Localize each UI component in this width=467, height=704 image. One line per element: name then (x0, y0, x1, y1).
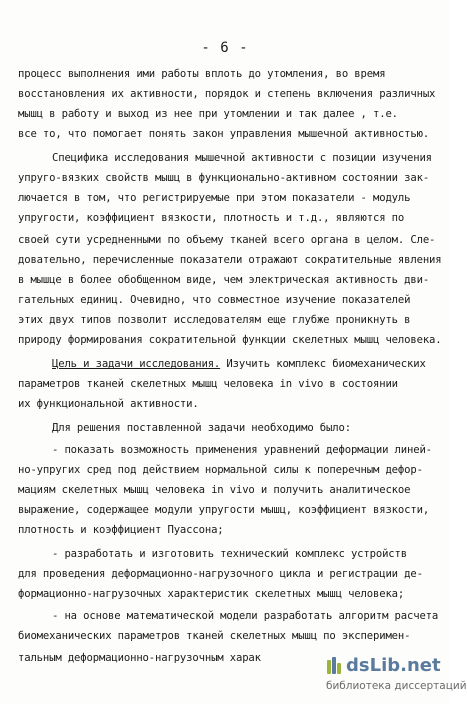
text-line: - показать возможность применения уравнений деформации линей- (52, 444, 432, 456)
text-line: гательных единиц. Очевидно, что совместное изучение показателей (18, 294, 411, 306)
text-line: довательно, перечисленные показатели отражают сократительные явления (18, 254, 442, 266)
page-number: - 6 - (201, 40, 249, 56)
text-line: Для решения поставленной задачи необходимо было: (52, 422, 351, 434)
text-line: лючается в том, что регистрируемые при этом показатели - модуль (18, 192, 411, 204)
text-line: мышц в работу и выход из нее при утомлении и так далее , т.е. (18, 108, 398, 120)
text-line: тальным деформационно-нагрузочным харак (18, 652, 261, 664)
text-line: упругости, коэффициент вязкости, плотность и т.д., являются по (18, 212, 405, 224)
text-line: этих двух типов позволит исследователям еще глубже проникнуть в (18, 314, 411, 326)
text-line: но-упругих сред под действием нормальной силы к поперечным дефор- (18, 464, 423, 476)
text-line: восстановления их активности, порядок и степень включения различных (18, 88, 436, 100)
text-line: Специфика исследования мышечной активности с позиции изучения (52, 152, 432, 164)
text-line: биомеханических параметров тканей скелетных мышц по эксперимен- (18, 630, 411, 642)
text-line: формационно-нагрузочных характеристик скелетных мышц человека; (18, 588, 405, 600)
text-line: параметров тканей скелетных мышц человека in vivo в состоянии (18, 378, 398, 390)
watermark-title: dsLib.net (346, 655, 441, 676)
text-line: все то, что помогает понять закон управления мышечной активностью. (18, 128, 430, 140)
text-line: процесс выполнения ими работы вплоть до утомления, во время (18, 68, 386, 80)
goal-heading: Цель и задачи исследования. (52, 358, 221, 370)
watermark-subtitle: библиотека диссертаций (326, 680, 467, 692)
goal-text: Изучить комплекс биомеханических (226, 358, 426, 370)
text-line: в мышце в более обобщенном виде, чем электрическая активность дви- (18, 274, 430, 286)
text-line: - на основе математической модели разработать алгоритм расчета (52, 610, 439, 622)
dslib-logo-icon (326, 656, 342, 676)
goal-line (52, 358, 426, 370)
text-line: плотность и коэффициент Пуассона; (18, 524, 224, 536)
text-line: - разработать и изготовить технический комплекс устройств (52, 548, 407, 560)
text-line: мациям скелетных мышц человека in vivo и получить аналитическое (18, 484, 411, 496)
text-line: упруго-вязких свойств мышц в функционально-активном состоянии зак- (18, 172, 430, 184)
text-line: природу формирования сократительной функции скелетных мышц человека. (18, 334, 442, 346)
watermark (326, 655, 467, 696)
text-line: их функциональной активности. (18, 398, 199, 410)
text-line: выражение, содержащее модули упругости мышц, коэффициент вязкости, (18, 504, 430, 516)
text-line: своей сути усредненными по объему тканей всего органа в целом. Сле- (18, 234, 436, 246)
text-line: для проведения деформационно-нагрузочного цикла и регистрации де- (18, 568, 423, 580)
